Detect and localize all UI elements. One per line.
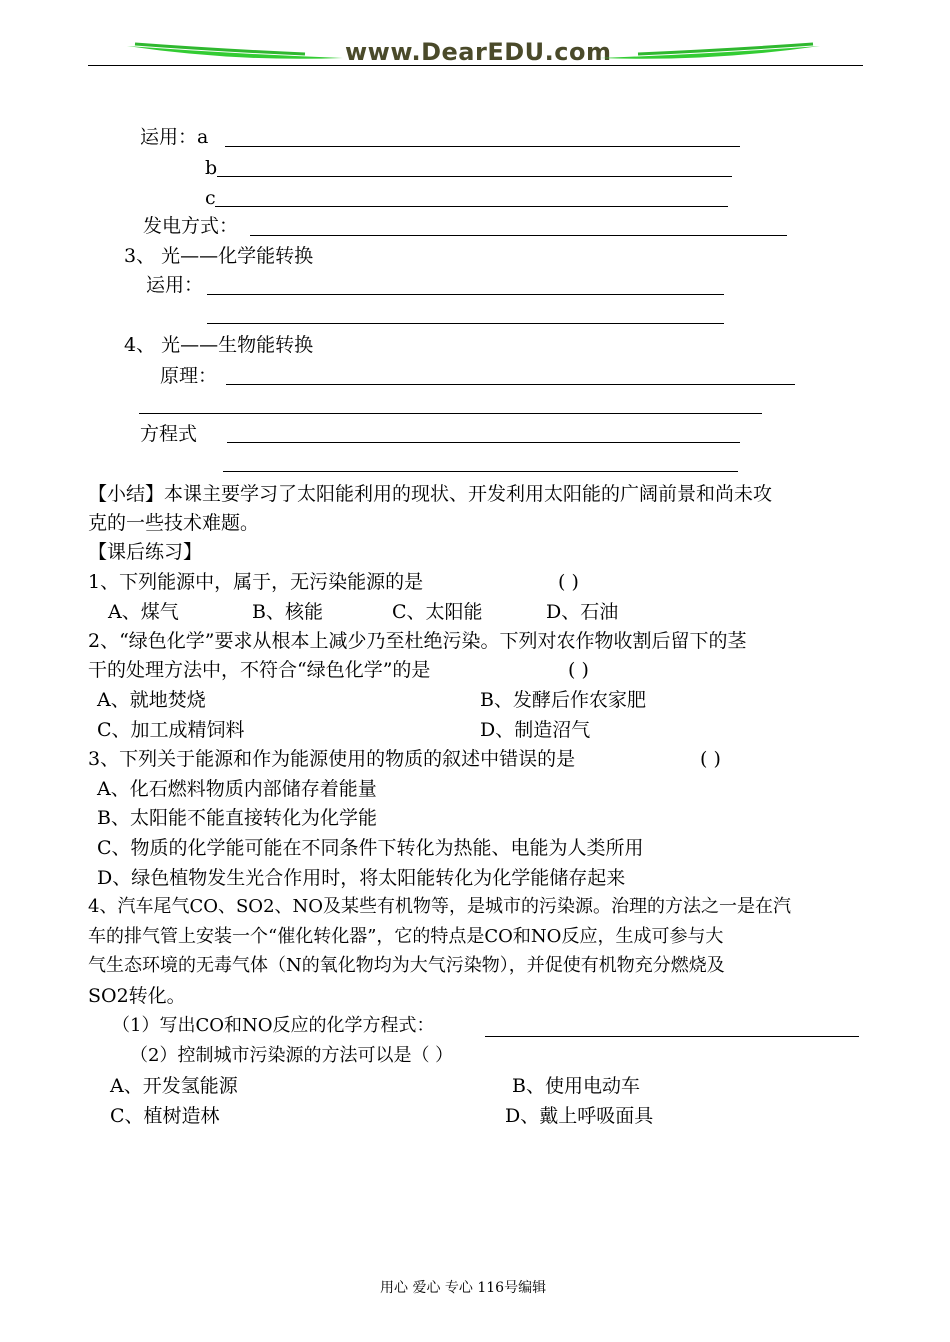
q4-stem-3: 气生态环境的无毒气体（N的氧化物均为大气污染物），并促使有机物充分燃烧及 [88,955,725,976]
equation-label: 方程式 [140,423,198,445]
q2-stem-2: 干的处理方法中，不符合“绿色化学”的是 [88,659,431,681]
power-label: 发电方式： [143,215,239,237]
blank-line [250,235,787,236]
section3-title: 3、 光——化学能转换 [124,245,314,267]
blank-line [485,1036,859,1037]
summary-line-2: 克的一些技术难题。 [88,512,260,534]
q4-stem-1: 4、汽车尾气CO、SO2、NO及某些有机物等，是城市的污染源。治理的方法之一是在汽 [88,896,792,917]
q2-stem-1: 2、“绿色化学”要求从根本上减少乃至杜绝污染。下列对农作物收割后留下的茎 [88,630,747,652]
q3-stem: 3、下列关于能源和作为能源使用的物质的叙述中错误的是 [88,748,576,770]
q3-option-a: A、化石燃料物质内部储存着能量 [97,778,377,800]
q1-answer-paren: ( ) [558,571,579,593]
blank-line [215,206,728,207]
q4-stem-4: SO2转化。 [88,985,186,1007]
line-c-label: c [205,187,216,209]
q2-option-b: B、发酵后作农家肥 [480,689,646,711]
q2-option-c: C、加工成精饲料 [97,719,245,741]
q4-option-b: B、使用电动车 [512,1075,640,1097]
line-b-label: b [205,157,218,179]
apply-label-a: 运用：a [140,126,209,148]
blank-line [225,146,740,147]
q3-option-b: B、太阳能不能直接转化为化学能 [97,807,377,829]
blank-line [223,471,738,472]
q4-stem-2: 车的排气管上安装一个“催化转化器”，它的特点是CO和NO反应，生成可参与大 [88,926,724,947]
principle-label: 原理： [160,365,218,387]
q4-option-d: D、戴上呼吸面具 [505,1105,654,1127]
q3-option-d: D、绿色植物发生光合作用时，将太阳能转化为化学能储存起来 [97,867,626,889]
section4-title: 4、 光——生物能转换 [124,334,314,356]
q4-option-a: A、开发氢能源 [110,1075,238,1097]
blank-line [139,413,762,414]
blank-line [217,176,732,177]
q2-option-d: D、制造沼气 [480,719,591,741]
summary-line-1: 【小结】本课主要学习了太阳能利用的现状、开发利用太阳能的广阔前景和尚未攻 [88,483,773,505]
blank-line [227,442,740,443]
q4-option-c: C、植树造林 [110,1105,220,1127]
q1-option-d: D、石油 [546,601,619,623]
blank-line [207,323,724,324]
q1-option-c: C、太阳能 [392,601,483,623]
page-footer: 用心 爱心 专心 116号编辑 [380,1280,547,1296]
section3-apply-label: 运用： [146,274,204,296]
blank-line [207,294,724,295]
header-swoosh-left [125,40,345,66]
q4-sub-2: （2）控制城市污染源的方法可以是（ ） [130,1045,454,1066]
q2-answer-paren: ( ) [568,659,589,681]
q1-stem: 1、下列能源中，属于，无污染能源的是 [88,571,424,593]
q3-answer-paren: ( ) [700,748,721,770]
exercise-heading: 【课后练习】 [88,541,203,563]
q1-option-a: A、煤气 [108,601,179,623]
blank-line [226,384,795,385]
header-rule [88,65,863,66]
site-logo: www.DearEDU.com [345,38,612,66]
q4-sub-1: （1）写出CO和NO反应的化学方程式： [112,1015,435,1036]
q1-option-b: B、核能 [252,601,323,623]
q3-option-c: C、物质的化学能可能在不同条件下转化为热能、电能为人类所用 [97,837,644,859]
header-swoosh-right [598,40,823,66]
q2-option-a: A、就地焚烧 [97,689,206,711]
